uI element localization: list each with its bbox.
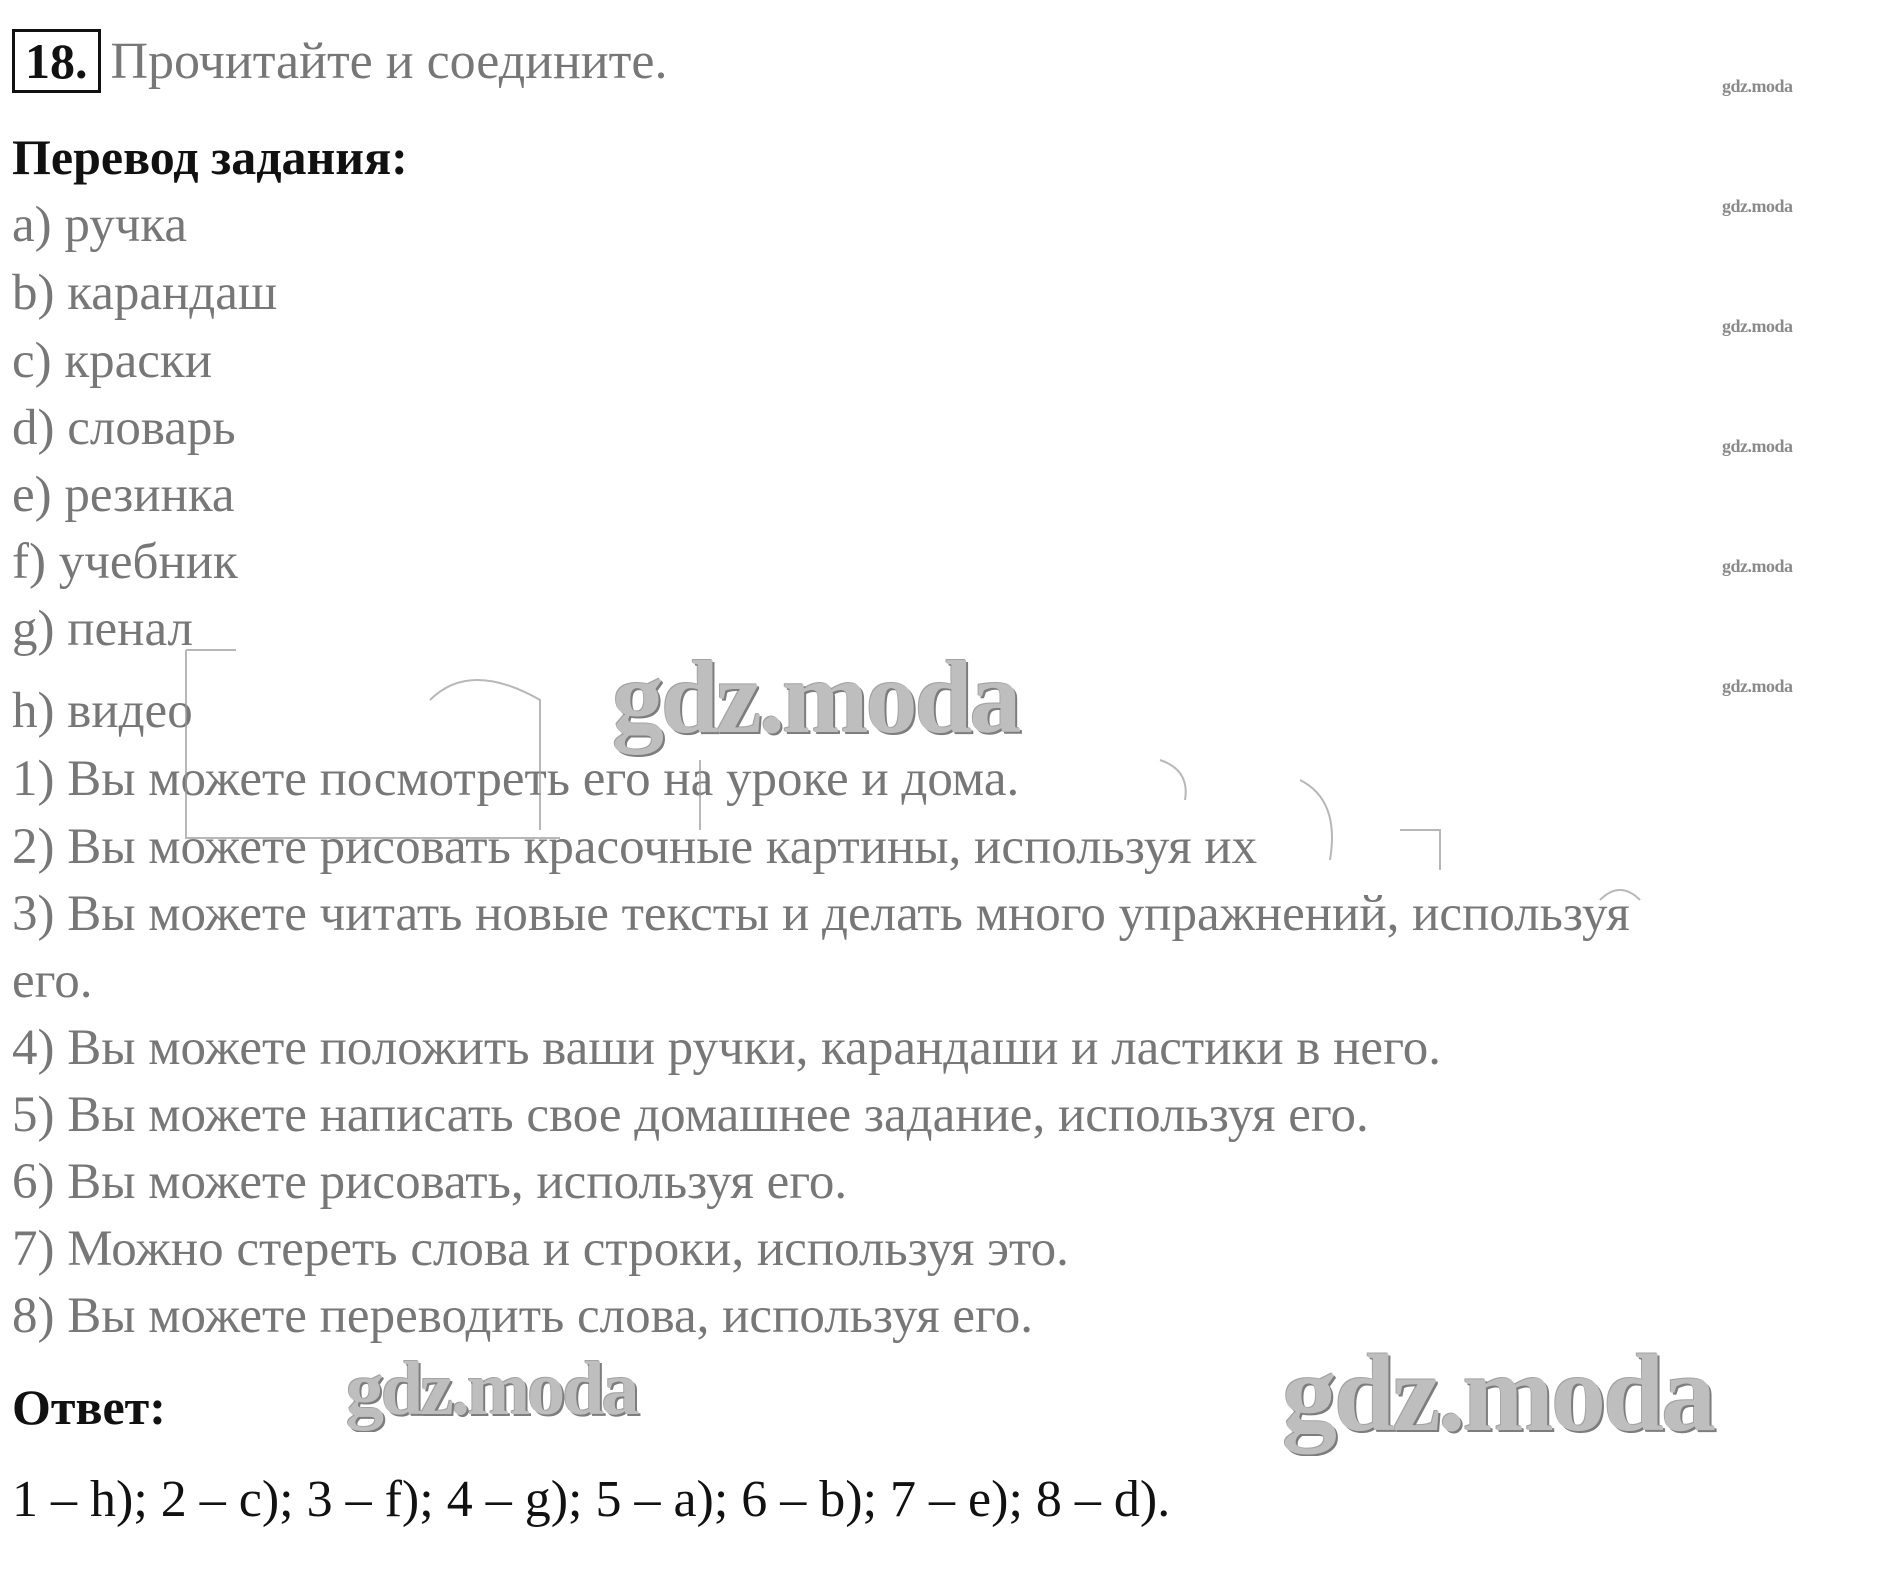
word-item: f) учебник <box>12 534 238 590</box>
sentence-item: 7) Можно стереть слова и строки, используя это. <box>12 1221 1069 1277</box>
sentence-item: 4) Вы можете положить ваши ручки, карандаши и ластики в него. <box>12 1020 1441 1076</box>
watermark-small: gdz.moda <box>1722 436 1793 456</box>
word-item: a) ручка <box>12 197 187 253</box>
task-title: Прочитайте и соедините. <box>110 32 668 90</box>
watermark-large: gdz.moda <box>346 1347 637 1431</box>
word-item: g) пенал <box>12 601 193 657</box>
answer-heading: Ответ: <box>12 1379 166 1435</box>
word-item: d) словарь <box>12 400 236 456</box>
watermark-small: gdz.moda <box>1722 556 1793 576</box>
sentence-item: 3) Вы можете читать новые тексты и делать много упражнений, используя <box>12 886 1630 942</box>
sentence-item: 1) Вы можете посмотреть его на уроке и дома. <box>12 751 1020 807</box>
sentence-item: его. <box>12 953 93 1009</box>
word-item: e) резинка <box>12 467 235 523</box>
watermark-small: gdz.moda <box>1722 76 1793 96</box>
translation-heading: Перевод задания: <box>12 129 408 185</box>
watermark-small: gdz.moda <box>1722 316 1793 336</box>
answer-text: 1 – h); 2 – c); 3 – f); 4 – g); 5 – a); 6 – b); 7 – e); 8 – d). <box>12 1471 1171 1528</box>
watermark-small: gdz.moda <box>1722 196 1793 216</box>
word-item: h) видео <box>12 683 193 739</box>
watermark-large: gdz.moda <box>1282 1332 1714 1454</box>
sentence-item: 5) Вы можете написать свое домашнее задание, используя его. <box>12 1087 1369 1143</box>
task-number: 18. <box>12 29 101 93</box>
sentence-item: 2) Вы можете рисовать красочные картины, используя их <box>12 819 1258 875</box>
sentence-item: 6) Вы можете рисовать, используя его. <box>12 1154 848 1210</box>
sentence-item: 8) Вы можете переводить слова, используя его. <box>12 1288 1033 1344</box>
watermark-small: gdz.moda <box>1722 676 1793 696</box>
word-item: c) краски <box>12 333 212 389</box>
word-item: b) карандаш <box>12 265 278 321</box>
watermark-large: gdz.moda <box>612 640 1019 755</box>
